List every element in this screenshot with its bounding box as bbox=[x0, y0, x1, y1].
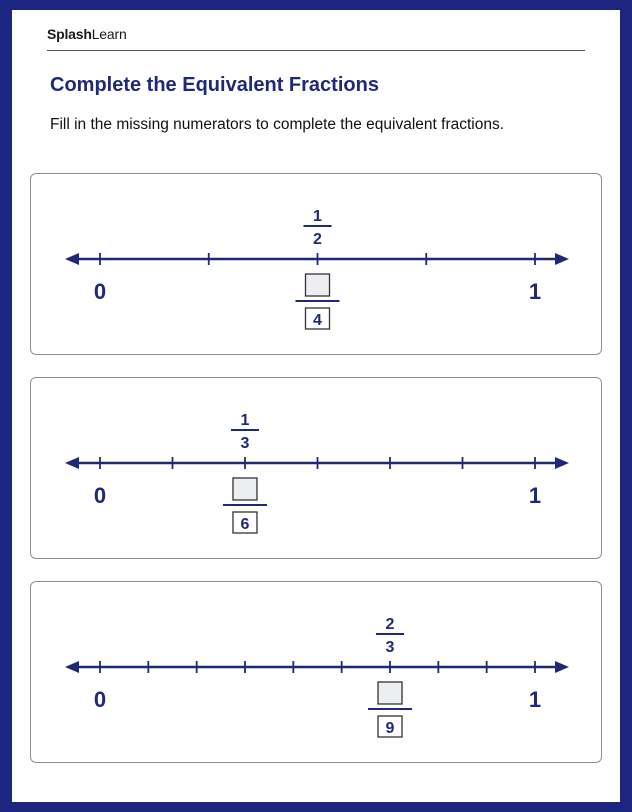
label-zero: 0 bbox=[93, 687, 107, 712]
problem-panel-1 bbox=[30, 173, 602, 355]
marked-denominator: 3 bbox=[240, 435, 250, 452]
label-zero: 0 bbox=[93, 279, 107, 304]
page-title: Complete the Equivalent Fractions bbox=[50, 74, 379, 96]
arrow-left-icon bbox=[65, 253, 79, 265]
answer-denominator: 9 bbox=[385, 720, 395, 737]
number-line-3 bbox=[31, 582, 601, 762]
answer-denominator: 4 bbox=[313, 312, 322, 329]
numerator-answer-box[interactable] bbox=[233, 478, 257, 500]
marked-denominator: 3 bbox=[385, 639, 395, 656]
brand-logo bbox=[47, 26, 127, 42]
worksheet-page bbox=[12, 10, 620, 802]
header-divider bbox=[47, 50, 585, 51]
marked-numerator: 1 bbox=[240, 412, 250, 429]
marked-denominator: 2 bbox=[313, 231, 322, 248]
brand-name-light: Learn bbox=[91, 26, 127, 42]
arrow-right-icon bbox=[555, 661, 569, 673]
marked-numerator: 2 bbox=[385, 616, 395, 633]
problem-panel-3 bbox=[30, 581, 602, 763]
instructions: Fill in the missing numerators to complete the equivalent fractions. bbox=[50, 116, 505, 133]
arrow-left-icon bbox=[65, 457, 79, 469]
number-line-1 bbox=[31, 174, 601, 354]
label-one: 1 bbox=[528, 687, 542, 712]
answer-denominator: 6 bbox=[240, 516, 250, 533]
problem-panel-2 bbox=[30, 377, 602, 559]
number-line-2 bbox=[31, 378, 601, 558]
numerator-answer-box[interactable] bbox=[306, 274, 330, 296]
label-one: 1 bbox=[528, 483, 542, 508]
label-one: 1 bbox=[528, 279, 542, 304]
arrow-right-icon bbox=[555, 253, 569, 265]
arrow-left-icon bbox=[65, 661, 79, 673]
arrow-right-icon bbox=[555, 457, 569, 469]
label-zero: 0 bbox=[93, 483, 107, 508]
numerator-answer-box[interactable] bbox=[378, 682, 402, 704]
marked-numerator: 1 bbox=[313, 208, 322, 225]
brand-name-bold: Splash bbox=[47, 26, 92, 42]
